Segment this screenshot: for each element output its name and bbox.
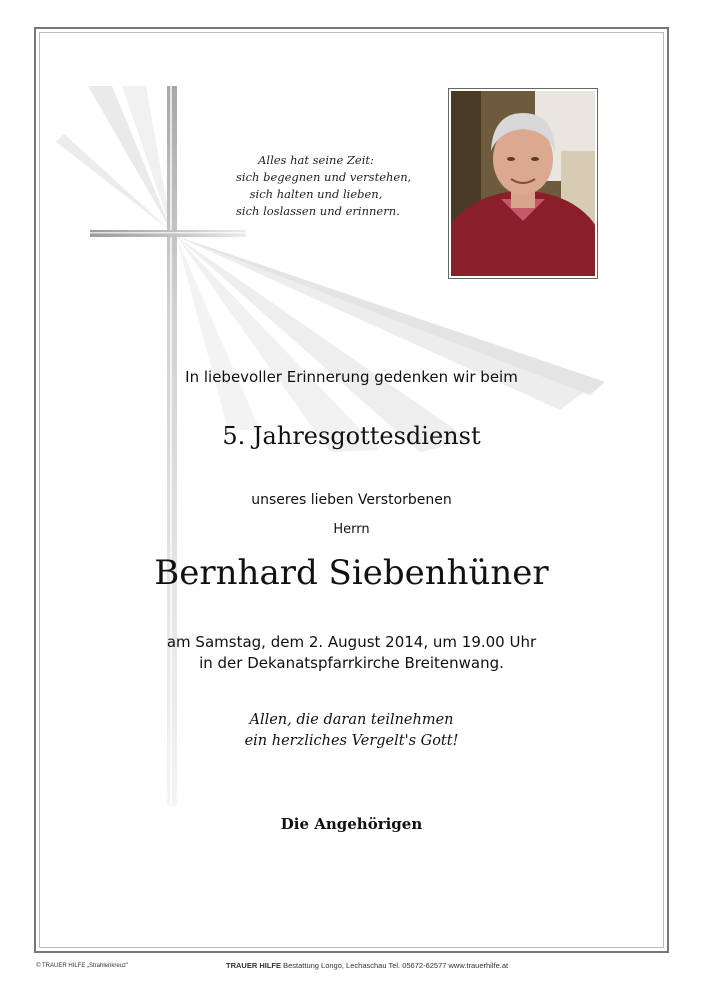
signature: Die Angehörigen [280,815,423,833]
thanks-line: ein herzliches Vergelt's Gott! [244,733,459,749]
deceased-name: Bernhard Siebenhüner [154,553,549,593]
footer-contact-details: Bestattung Longo, Lechaschau Tel. 05672-62577 www.trauerhilfe.at [283,961,509,970]
footer-contact [226,961,508,970]
portrait-photo [448,88,598,279]
memorial-quote [236,152,412,220]
quote-line: Alles hat seine Zeit: [258,153,374,167]
deceased-descriptor: unseres lieben Verstorbenen [251,492,452,508]
quote-line: sich halten und lieben, [249,187,383,201]
service-location: in der Dekanatspfarrkirche Breitenwang. [199,654,504,672]
quote-line: sich begegnen und verstehen, [236,170,412,184]
thanks-line: Allen, die daran teilnehmen [249,712,454,728]
service-date: am Samstag, dem 2. August 2014, um 19.00 Uhr [166,633,537,651]
cross-horizontal-highlight [90,232,246,234]
footer-copyright: © TRAUER HILFE „Strahlenkreuz" [36,963,129,969]
salutation: Herrn [333,522,370,537]
footer-brand: TRAUER HILFE [226,961,281,970]
intro-line: In liebevoller Erinnerung gedenken wir beim [185,368,518,386]
event-title: 5. Jahresgottesdienst [222,422,481,450]
quote-line: sich loslassen und erinnern. [236,204,400,218]
